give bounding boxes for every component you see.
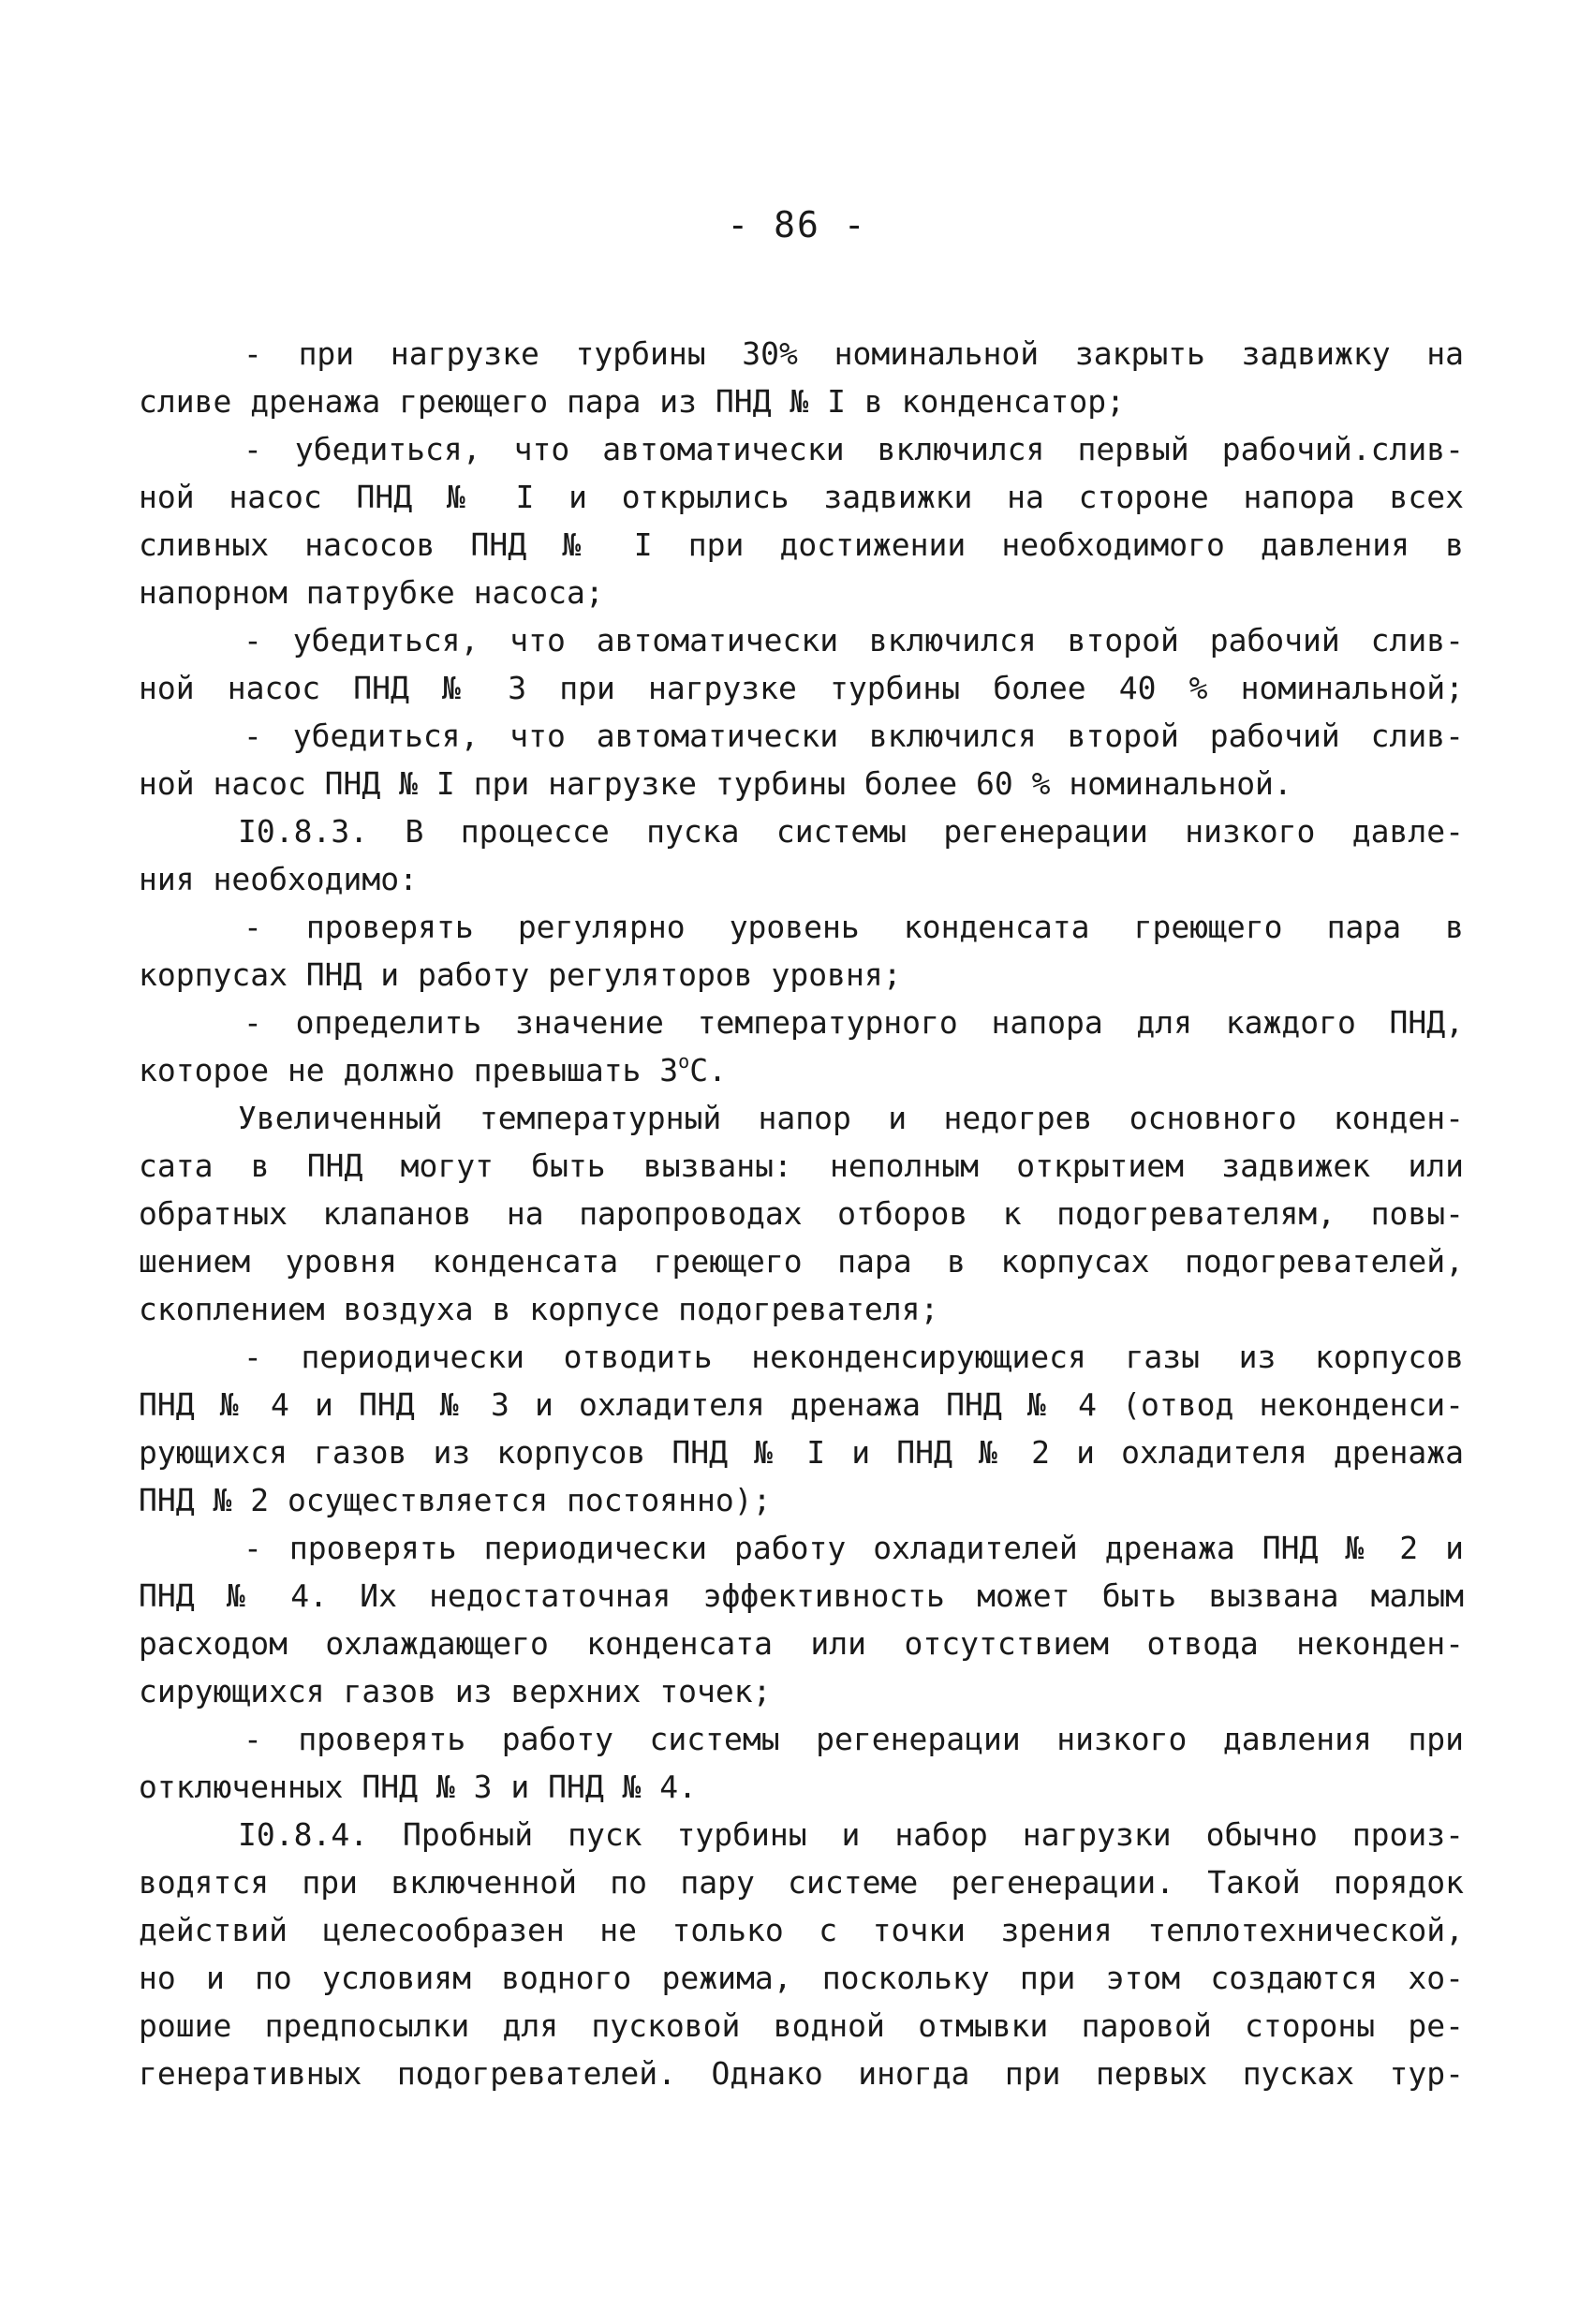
text-line-16-main: которое не должно превышать 3 — [139, 1052, 679, 1088]
text-line-27: ПНД № 4. Их недостаточная эффективность может быть вызвана малым — [139, 1577, 1464, 1614]
body-text — [139, 330, 1464, 2097]
text-line-24: рующихся газов из корпусов ПНД № I и ПНД № 2 и охладителя дренажа — [139, 1434, 1464, 1471]
text-line-7: - убедиться, что автоматически включился второй рабочий слив- — [244, 622, 1464, 659]
text-line-37: генеративных подогревателей. Однако иногда при первых пусках тур- — [139, 2055, 1464, 2092]
text-line-32: I0.8.4. Пробный пуск турбины и набор нагрузки обычно произ- — [238, 1816, 1464, 1853]
text-line-11: I0.8.3. В процессе пуска системы регенерации низкого давле- — [238, 813, 1464, 850]
text-line-25: ПНД № 2 осуществляется постоянно); — [139, 1482, 772, 1518]
text-line-26: - проверять периодически работу охладителей дренажа ПНД № 2 и — [244, 1530, 1464, 1566]
text-line-14: корпусах ПНД и работу регуляторов уровня; — [139, 956, 902, 993]
text-line-33: водятся при включенной по пару системе регенерации. Такой порядок — [139, 1864, 1464, 1901]
text-line-17: Увеличенный температурный напор и недогрев основного конден- — [238, 1100, 1464, 1136]
text-line-13: - проверять регулярно уровень конденсата греющего пара в — [244, 909, 1464, 945]
text-line-20: шением уровня конденсата греющего пара в корпусах подогревателей, — [139, 1243, 1464, 1280]
text-line-16 — [139, 1046, 1464, 1094]
text-line-15: - определить значение температурного напора для каждого ПНД, — [244, 1004, 1464, 1041]
text-line-3: - убедиться, что автоматически включился первый рабочий.слив- — [244, 431, 1464, 467]
text-line-2: сливе дренажа греющего пара из ПНД № I в конденсатор; — [139, 383, 1125, 420]
text-line-22: - периодически отводить неконденсирующиеся газы из корпусов — [244, 1339, 1464, 1375]
text-line-6: напорном патрубке насоса; — [139, 574, 604, 611]
text-line-5: сливных насосов ПНД № I при достижении необходимого давления в — [139, 526, 1464, 563]
text-line-30: - проверять работу системы регенерации низкого давления при — [244, 1721, 1464, 1757]
page-number: - 86 - — [727, 204, 867, 245]
text-line-12: ния необходимо: — [139, 861, 419, 897]
text-line-18: сата в ПНД могут быть вызваны: неполным открытием задвижек или — [139, 1147, 1464, 1184]
text-line-9: - убедиться, что автоматически включился второй рабочий слив- — [244, 718, 1464, 754]
text-line-29: сирующихся газов из верхних точек; — [139, 1673, 772, 1710]
text-line-36: рошие предпосылки для пусковой водной отмывки паровой стороны ре- — [139, 2007, 1464, 2044]
text-line-19: обратных клапанов на паропроводах отборов к подогревателям, повы- — [139, 1195, 1464, 1232]
text-line-21: скоплением воздуха в корпусе подогревателя; — [139, 1291, 939, 1327]
text-line-10: ной насос ПНД № I при нагрузке турбины более 60 % номинальной. — [139, 765, 1292, 802]
text-line-35: но и по условиям водного режима, поскольку при этом создаются хо- — [139, 1960, 1464, 1996]
text-line-28: расходом охлаждающего конденсата или отсутствием отвода неконден- — [139, 1625, 1464, 1662]
degree-superscript: о — [678, 1050, 690, 1073]
text-line-8: ной насос ПНД № 3 при нагрузке турбины более 40 % номинальной; — [139, 670, 1464, 706]
text-line-34: действий целесообразен не только с точки зрения теплотехнической, — [139, 1912, 1464, 1948]
text-line-1: - при нагрузке турбины 30% номинальной закрыть задвижку на — [244, 335, 1464, 372]
text-line-31: отключенных ПНД № 3 и ПНД № 4. — [139, 1769, 698, 1805]
text-line-23: ПНД № 4 и ПНД № 3 и охладителя дренажа ПНД № 4 (отвод неконденси- — [139, 1386, 1464, 1423]
text-line-4: ной насос ПНД № I и открылись задвижки на стороне напора всех — [139, 479, 1464, 515]
degree-unit: С. — [689, 1052, 727, 1088]
